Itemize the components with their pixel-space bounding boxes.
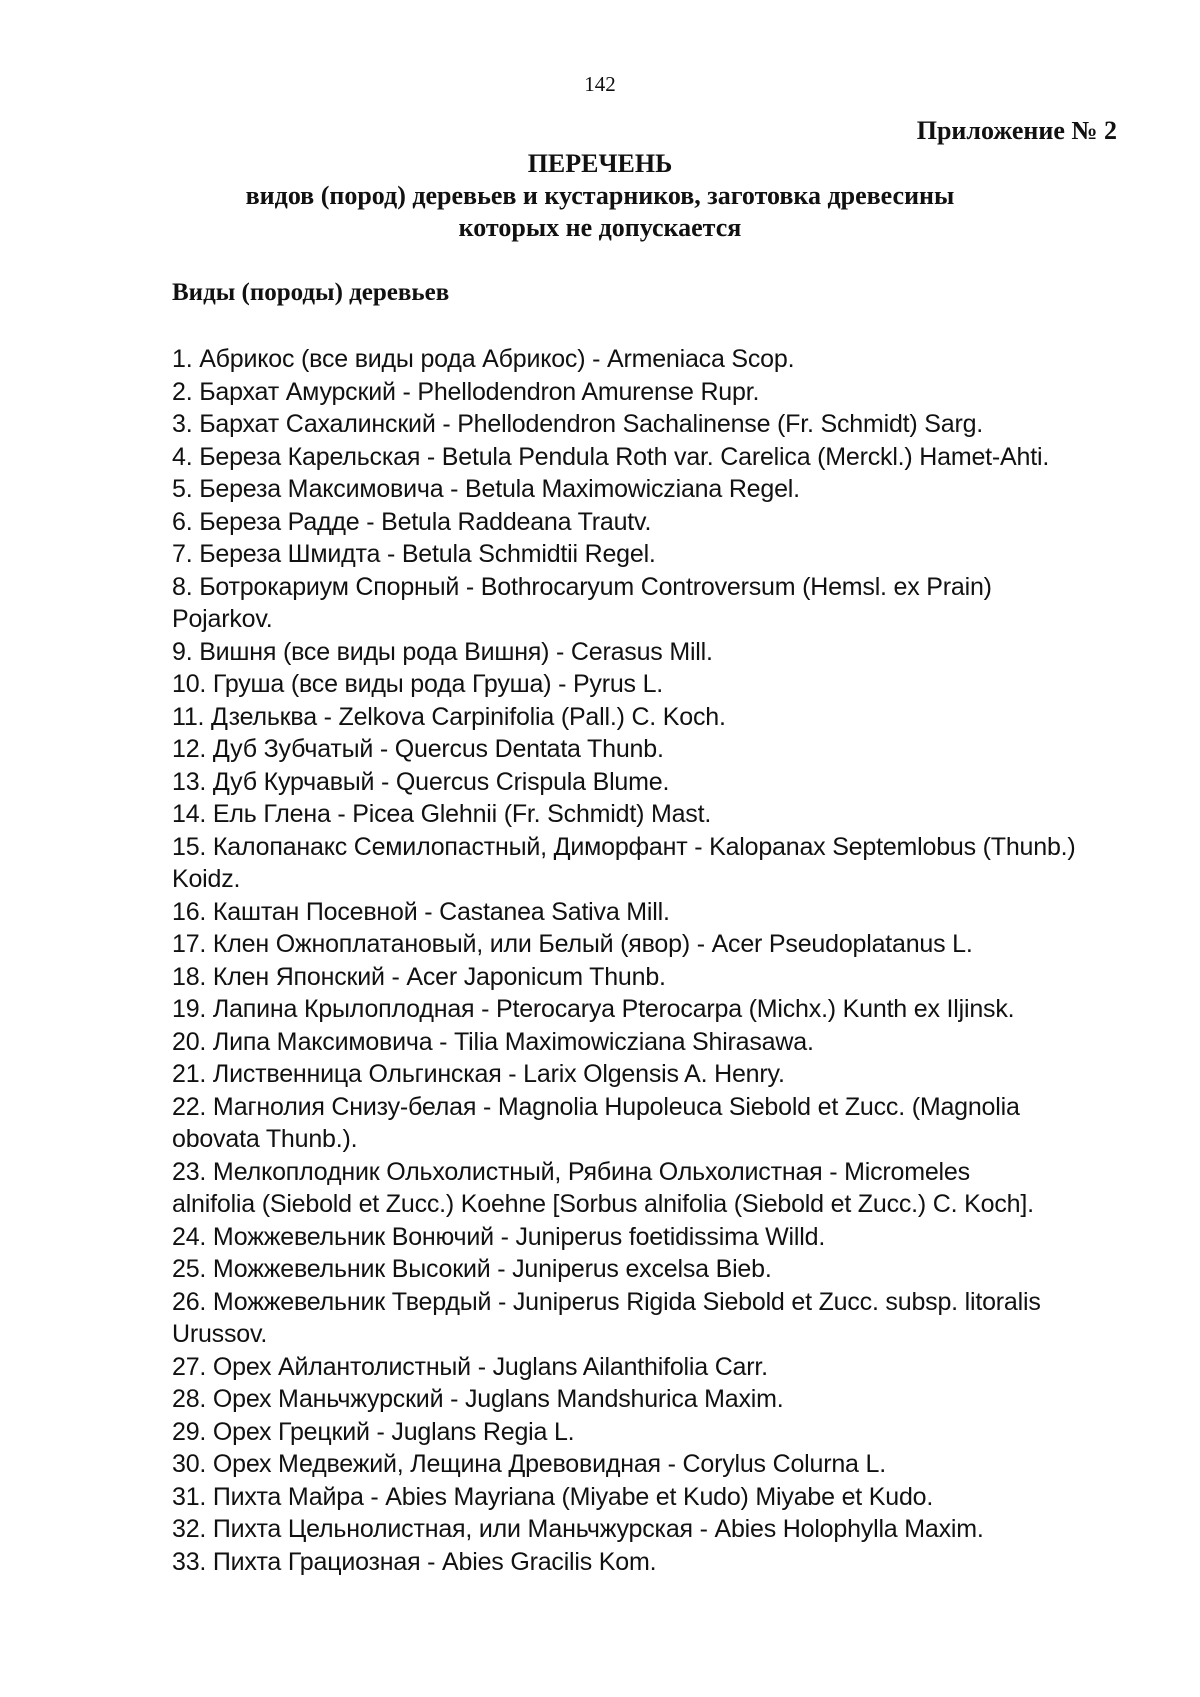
list-item: 31. Пихта Майра - Abies Mayriana (Miyabe et Kudo) Miyabe et Kudo. (172, 1482, 934, 1511)
list-item: 22. Магнолия Снизу-белая - Magnolia Hupoleuca Siebold et Zucc. (Magnolia obovata Thunb.). (172, 1092, 1020, 1153)
list-item: 25. Можжевельник Высокий - Juniperus excelsa Bieb. (172, 1255, 772, 1283)
list-item: 10. Груша (все виды рода Груша) - Pyrus L. (172, 670, 664, 698)
title-line-3: которых не допускается (458, 213, 742, 242)
list-item: 1. Абрикос (все виды рода Абрикос) - Armeniaca Scop. (172, 345, 795, 373)
title-line-1: ПЕРЕЧЕНЬ (527, 149, 673, 178)
list-item: 4. Береза Карельская - Betula Pendula Roth var. Carelica (Merckl.) Hamet-Ahti. (172, 442, 1050, 471)
list-item: 7. Береза Шмидта - Betula Schmidtii Regel. (172, 540, 656, 568)
list-item: 27. Орех Айлантолистный - Juglans Ailanthifolia Carr. (172, 1352, 768, 1381)
list-item: 21. Лиственница Ольгинская - Larix Olgensis A. Henry. (172, 1060, 785, 1088)
list-item: 19. Лапина Крылоплодная - Pterocarya Pterocarpa (Michx.) Kunth ex Iljinsk. (172, 995, 1015, 1023)
list-item: 13. Дуб Курчавый - Quercus Crispula Blume. (172, 767, 670, 796)
list-item: 14. Ель Глена - Picea Glehnii (Fr. Schmidt) Mast. (172, 800, 712, 828)
list-item: 5. Береза Максимовича - Betula Maximowicziana Regel. (172, 475, 800, 503)
list-item: 29. Орех Грецкий - Juglans Regia L. (172, 1417, 575, 1446)
page-number: 142 (584, 72, 616, 96)
list-item: 33. Пихта Грациозная - Abies Gracilis Kom. (172, 1547, 657, 1576)
section-heading: Виды (породы) деревьев (172, 279, 450, 306)
species-list (172, 343, 1132, 1578)
list-item: 6. Береза Радде - Betula Raddeana Trautv. (172, 507, 652, 536)
list-item: 23. Мелкоплодник Ольхолистный, Рябина Ольхолистная - Micromeles alnifolia (Siebold et Zucc.) Koehne [Sorbus alnifolia (Siebold et Zucc.) C. Koch]. (172, 1157, 1034, 1218)
list-item: 3. Бархат Сахалинский - Phellodendron Sachalinense (Fr. Schmidt) Sarg. (172, 410, 984, 438)
list-item: 20. Липа Максимовича - Tilia Maximowicziana Shirasawa. (172, 1027, 814, 1056)
list-item: 2. Бархат Амурский - Phellodendron Amurense Rupr. (172, 377, 760, 406)
document-title (0, 148, 1200, 244)
list-item: 24. Можжевельник Вонючий - Juniperus foetidissima Willd. (172, 1222, 826, 1251)
list-item: 32. Пихта Цельнолистная, или Маньчжурская - Abies Holophylla Maxim. (172, 1515, 984, 1543)
list-item: 8. Ботрокариум Спорный - Bothrocaryum Controversum (Hemsl. ex Prain) Pojarkov. (172, 572, 992, 633)
list-item: 12. Дуб Зубчатый - Quercus Dentata Thunb. (172, 735, 664, 763)
list-item: 9. Вишня (все виды рода Вишня) - Cerasus Mill. (172, 637, 713, 666)
list-item: 26. Можжевельник Твердый - Juniperus Rigida Siebold et Zucc. subsp. litoralis Urussov. (172, 1287, 1041, 1348)
list-item: 11. Дзельква - Zelkova Carpinifolia (Pall.) C. Koch. (172, 702, 726, 731)
list-item: 17. Клен Ожноплатановый, или Белый (явор) - Acer Pseudoplatanus L. (172, 930, 973, 958)
appendix-label: Приложение № 2 (916, 116, 1117, 145)
list-item: 30. Орех Медвежий, Лещина Древовидная - Corylus Colurna L. (172, 1450, 886, 1478)
list-item: 18. Клен Японский - Acer Japonicum Thunb. (172, 962, 666, 991)
list-item: 16. Каштан Посевной - Castanea Sativa Mill. (172, 897, 670, 926)
list-item: 28. Орех Маньчжурский - Juglans Mandshurica Maxim. (172, 1385, 784, 1413)
list-item: 15. Калопанакс Семилопастный, Диморфант - Kalopanax Septemlobus (Thunb.) Koidz. (172, 832, 1076, 893)
title-line-2: видов (пород) деревьев и кустарников, заготовка древесины (245, 181, 955, 210)
